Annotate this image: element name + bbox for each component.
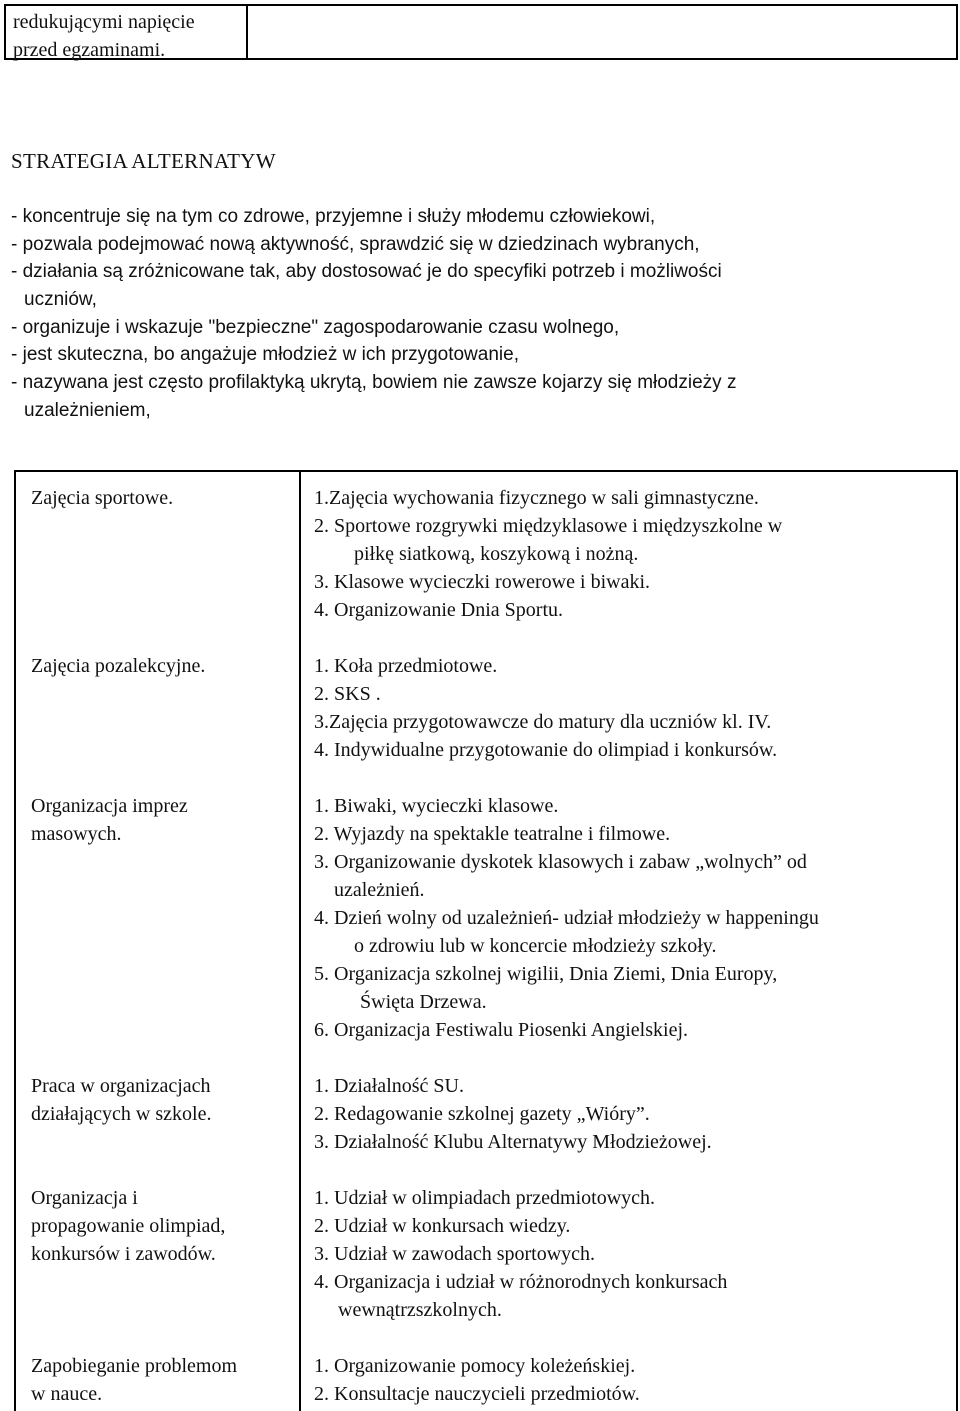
category-line: propagowanie olimpiad, [31,1215,226,1237]
strategy-line: - organizuje i wskazuje "bezpieczne" zagospodarowanie czasu wolnego, [11,316,620,338]
list-item-continuation: Święta Drzewa. [360,991,487,1013]
category-cell [31,1352,291,1408]
list-item: 2. Wyjazdy na spektakle teatralne i filmowe. [314,823,671,845]
items-cell [314,1352,954,1408]
category-line: konkursów i zawodów. [31,1243,216,1265]
category-line: działających w szkole. [31,1103,212,1125]
category-cell [31,652,291,680]
items-cell [314,652,954,764]
list-item: 1.Zajęcia wychowania fizycznego w sali gimnastyczne. [314,487,759,509]
list-item: 1. Udział w olimpiadach przedmiotowych. [314,1187,656,1209]
category-cell [31,792,291,848]
category-line: Zapobieganie problemom [31,1355,238,1377]
list-item-continuation: uzależnień. [334,879,425,901]
list-item: 3. Organizowanie dyskotek klasowych i zabaw „wolnych” od [314,851,807,873]
strategy-list [11,203,951,425]
items-cell [314,1184,954,1324]
list-item: 2. Konsultacje nauczycieli przedmiotów. [314,1383,640,1405]
category-line: masowych. [31,823,122,845]
list-item: 1. Organizowanie pomocy koleżeńskiej. [314,1355,636,1377]
list-item: 4. Indywidualne przygotowanie do olimpiad i konkursów. [314,739,778,761]
strategy-line: - koncentruje się na tym co zdrowe, przyjemne i służy młodemu człowiekowi, [11,206,656,227]
list-item: 2. SKS . [314,683,381,705]
list-item: 1. Działalność SU. [314,1075,464,1097]
items-cell [314,484,954,624]
category-line: w nauce. [31,1383,103,1405]
list-item: 6. Organizacja Festiwalu Piosenki Angielskiej. [314,1019,689,1041]
strategy-line-continuation: uzależnieniem, [24,399,151,421]
list-item-continuation: o zdrowiu lub w koncercie młodzieży szkoły. [354,935,717,957]
list-item: 3. Działalność Klubu Alternatywy Młodzieżowej. [314,1131,712,1153]
strategy-line: - działania są zróżnicowane tak, aby dostosować je do specyfiki potrzeb i możliwości [11,261,722,283]
category-line: Zajęcia pozalekcyjne. [31,655,206,677]
previous-cell-line-1: redukującymi napięcie [13,11,195,33]
list-item: 1. Koła przedmiotowe. [314,655,498,677]
items-cell [314,792,954,1044]
list-item: 3. Udział w zawodach sportowych. [314,1243,596,1265]
activities-table [14,470,958,1411]
strategy-line: - pozwala podejmować nową aktywność, sprawdzić się w dziedzinach wybranych, [11,233,700,255]
category-line: Organizacja imprez [31,795,188,817]
previous-cell-line-2: przed egzaminami. [13,39,166,61]
previous-table-fragment [4,4,958,60]
list-item: 4. Dzień wolny od uzależnień- udział młodzieży w happeningu [314,907,819,929]
list-item: 4. Organizowanie Dnia Sportu. [314,599,564,621]
strategy-line: - jest skuteczna, bo angażuje młodzież w ich przygotowanie, [11,344,519,366]
list-item-continuation: wewnątrzszkolnych. [338,1299,502,1321]
list-item-continuation: piłkę siatkową, koszykową i nożną. [354,543,639,565]
category-line: Praca w organizacjach [31,1075,211,1097]
list-item: 1. Biwaki, wycieczki klasowe. [314,795,559,817]
list-item: 3.Zajęcia przygotowawcze do matury dla uczniów kl. IV. [314,711,772,733]
section-heading: STRATEGIA ALTERNATYW [11,149,276,173]
list-item: 5. Organizacja szkolnej wigilii, Dnia Ziemi, Dnia Europy, [314,963,778,985]
items-cell [314,1072,954,1156]
category-cell [31,484,291,512]
column-divider [299,472,301,1411]
category-line: Organizacja i [31,1187,138,1209]
strategy-line-continuation: uczniów, [24,289,97,311]
strategy-line: - nazywana jest często profilaktyką ukrytą, bowiem nie zawsze kojarzy się młodzieży z [11,372,737,394]
list-item: 3. Klasowe wycieczki rowerowe i biwaki. [314,571,650,593]
list-item: 2. Sportowe rozgrywki międzyklasowe i międzyszkolne w [314,515,783,537]
category-line: Zajęcia sportowe. [31,487,174,509]
category-cell [31,1072,291,1128]
previous-table-cell [6,6,248,61]
category-cell [31,1184,291,1268]
list-item: 2. Udział w konkursach wiedzy. [314,1215,571,1237]
list-item: 4. Organizacja i udział w różnorodnych konkursach [314,1271,728,1293]
list-item: 2. Redagowanie szkolnej gazety „Wióry”. [314,1103,650,1125]
